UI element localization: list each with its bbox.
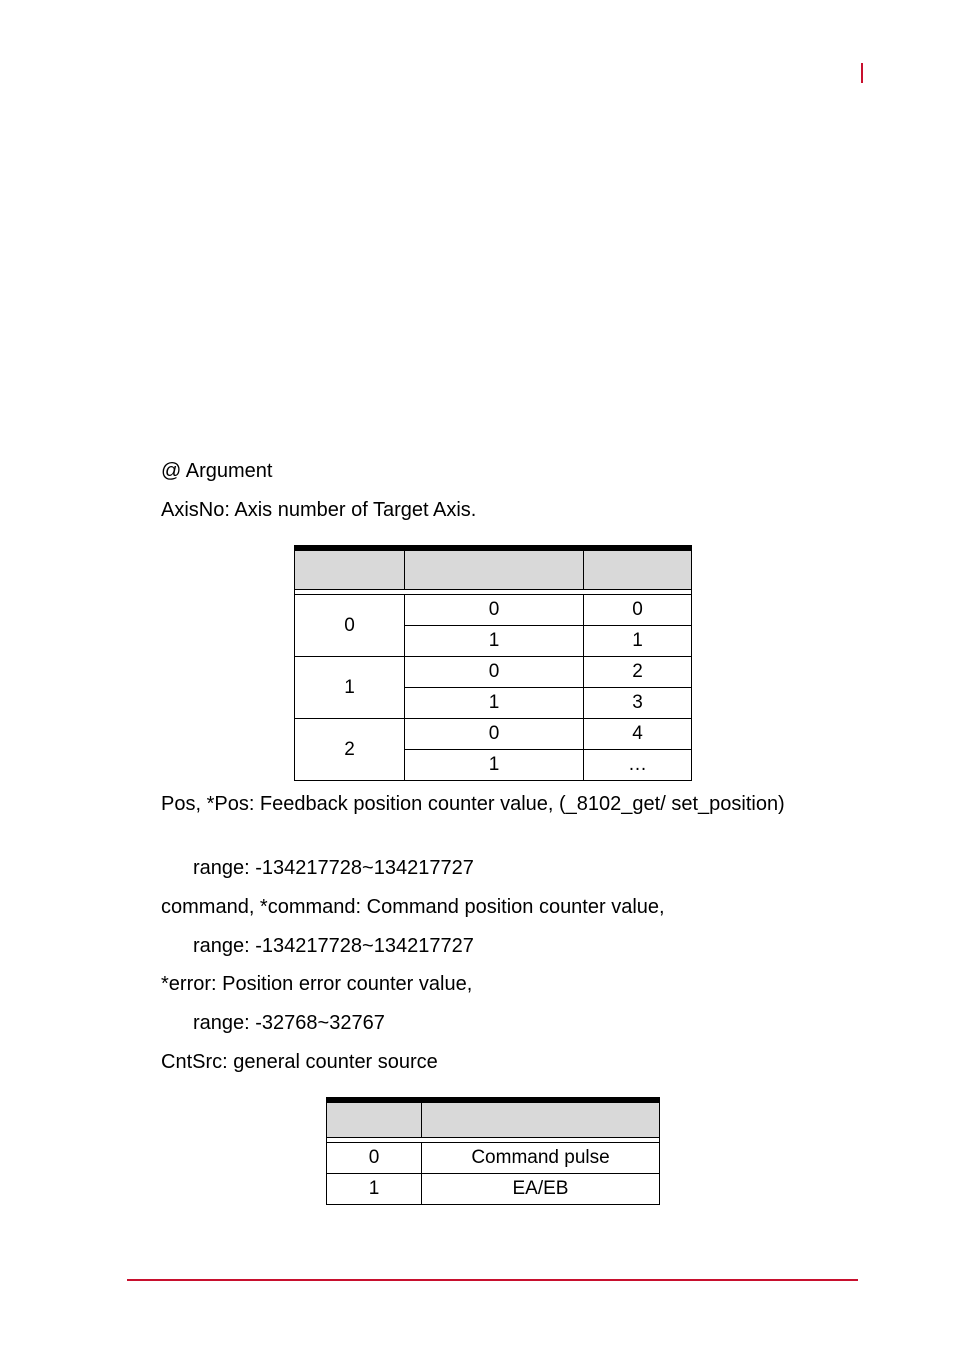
error-description: *error: Position error counter value, [161,973,473,995]
axisno-cell: 3 [584,688,692,719]
axisno-cell: 2 [584,657,692,688]
axisno-cell: 0 [584,595,692,626]
cntsrc-description: CntSrc: general counter source [161,1051,438,1073]
card-cell: 1 [295,657,405,719]
axisno-description: AxisNo: Axis number of Target Axis. [161,499,477,521]
value-cell: 0 [327,1143,422,1174]
table-row [295,657,692,688]
meaning-cell: EA/EB [422,1174,660,1205]
card-cell: 2 [295,719,405,781]
table-row [327,1143,660,1174]
pos-description: Pos, *Pos: Feedback position counter value, (_8102_get/ set_position) [161,793,785,815]
table-header-cell [295,548,405,590]
table-header-cell [422,1100,660,1138]
axisno-cell: 4 [584,719,692,750]
table-header-cell [584,548,692,590]
value-cell: 1 [327,1174,422,1205]
axis-cell: 1 [405,626,584,657]
section-heading: @ Argument [161,460,273,482]
meaning-cell: Command pulse [422,1143,660,1174]
axisno-cell: … [584,750,692,781]
table-row [295,595,692,626]
card-cell: 0 [295,595,405,657]
axis-cell: 0 [405,595,584,626]
axisno-cell: 1 [584,626,692,657]
error-range: range: -32768~32767 [193,1012,385,1034]
table-header-row [295,548,692,590]
counter-source-table [326,1097,660,1205]
table-header-cell [405,548,584,590]
pos-range: range: -134217728~134217727 [193,857,474,879]
table-header-cell [327,1100,422,1138]
header-accent-mark [861,63,863,83]
axis-cell: 0 [405,657,584,688]
table-row [327,1174,660,1205]
axis-cell: 1 [405,750,584,781]
axis-number-table [294,545,692,781]
axis-cell: 0 [405,719,584,750]
command-range: range: -134217728~134217727 [193,935,474,957]
table-header-row [327,1100,660,1138]
command-description: command, *command: Command position counter value, [161,896,665,918]
table-row [295,719,692,750]
axis-cell: 1 [405,688,584,719]
footer-rule [127,1279,858,1281]
